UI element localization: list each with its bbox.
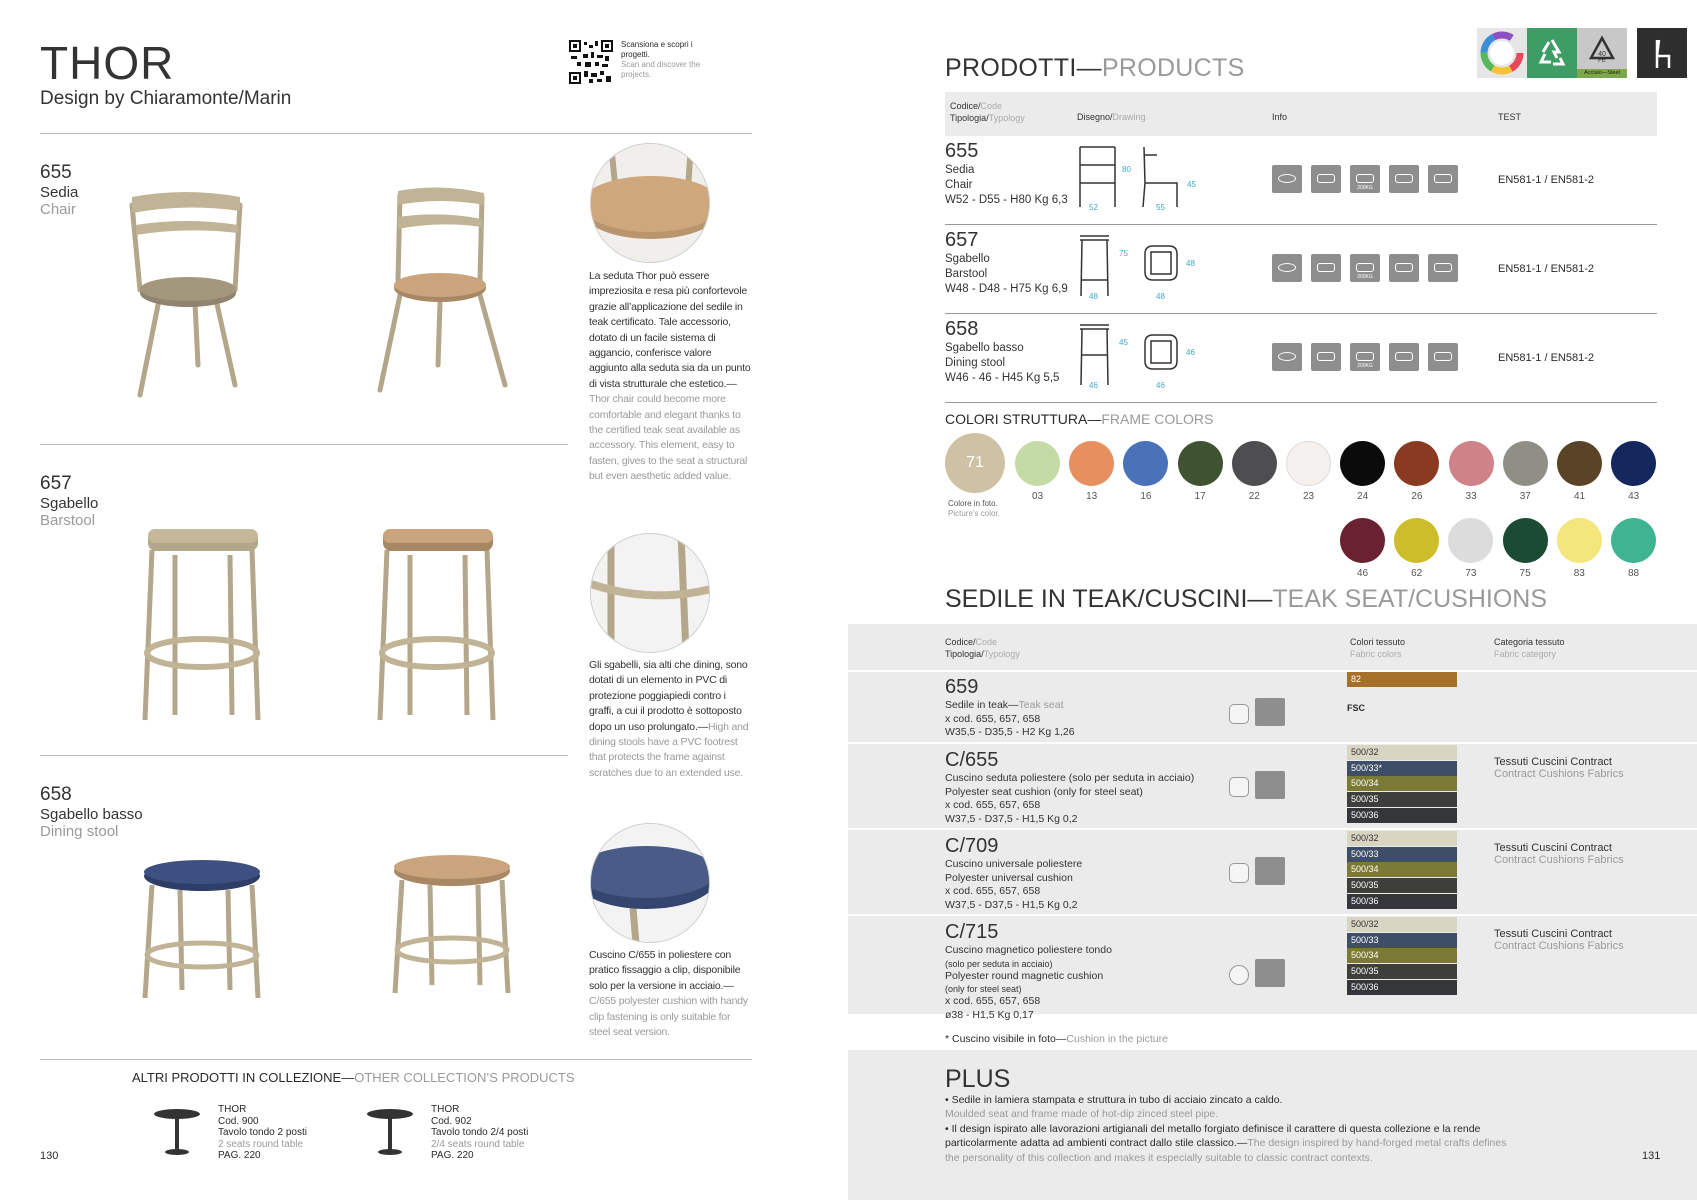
divider — [945, 224, 1657, 225]
seat-shape-icon — [1272, 254, 1302, 282]
note-en: High and dining stools have a PVC footrest that protects the frame against scratches due to an extended use. — [589, 720, 749, 779]
color-code-label: 46 — [1356, 568, 1369, 579]
fabric-swatch-500-36[interactable]: 500/36 — [1347, 808, 1457, 823]
weight-capacity-icon — [1350, 343, 1380, 371]
plus-title: PLUS — [945, 1065, 1011, 1093]
dimension-label: 80 — [1122, 165, 1131, 174]
fabric-category-en: Contract Cushions Fabrics — [1494, 854, 1624, 866]
color-code-label: 13 — [1086, 491, 1098, 502]
color-code-label: 03 — [1031, 491, 1044, 502]
color-swatch-41[interactable] — [1557, 441, 1602, 486]
seat-shape-icon — [1272, 165, 1302, 193]
color-code-label: 88 — [1627, 568, 1640, 579]
color-swatch-13[interactable] — [1069, 441, 1114, 486]
plus-2-en: The design inspired by hand-forged metal crafts defines the personality of this collection and makes it especially suitable to classic contract contexts. — [945, 1137, 1507, 1164]
color-code-label: 33 — [1465, 491, 1477, 502]
frame-colors-title-it: COLORI STRUTTURA— — [945, 411, 1102, 427]
product-655-label — [40, 162, 78, 218]
row-name-en: Chair — [945, 179, 973, 191]
row-dimensions: W37,5 - D37,5 - H1,5 Kg 0,2 — [945, 812, 1078, 825]
stackable-icon — [1428, 254, 1458, 282]
page-title: THOR — [40, 37, 175, 89]
side-view-drawing — [1145, 246, 1177, 280]
fsc-logo: FSC — [1347, 703, 1365, 713]
color-swatch-03[interactable] — [1015, 441, 1060, 486]
row-desc-it-note: (solo per seduta in acciaio) — [945, 958, 1053, 969]
material-icon — [1311, 343, 1341, 371]
front-view-drawing — [1080, 236, 1109, 296]
page-number-right: 131 — [1642, 1150, 1661, 1162]
fabric-swatch-500-32[interactable]: 500/32 — [1347, 917, 1457, 932]
row-dimensions: W48 - D48 - H75 Kg 6,9 — [945, 283, 1068, 295]
row-desc-it: Cuscino magnetico poliestere tondo — [945, 944, 1112, 956]
row-code: C/709 — [945, 835, 999, 857]
dimension-label: 46 — [1156, 381, 1165, 390]
row-code: 657 — [945, 229, 979, 251]
main-color-swatch[interactable]: 71 — [945, 433, 1005, 493]
note-it: Gli sgabelli, sia alti che dining, sono dotati di un elemento in PVC di protezione poggiapiedi contro i graffi, a cui il prodotto è sottoposto dopo un uso prolungato.— — [589, 659, 748, 733]
svg-text:40: 40 — [1598, 51, 1606, 58]
plus-2-it: • Il design ispirato alle lavorazioni artigianali del metallo forgiato definisce il carattere di questa collezione e la rende particolarmente adatta ad ambienti contract dallo stile classico.— — [945, 1122, 1481, 1150]
product-row-655[interactable] — [945, 140, 1068, 208]
row-desc — [945, 772, 1245, 786]
recycle-icon — [1527, 28, 1577, 78]
fabric-swatch-500-32[interactable]: 500/32 — [1347, 745, 1457, 760]
color-code-label: 41 — [1573, 491, 1586, 502]
designer-credit: Design by Chiaramonte/Marin — [40, 88, 292, 109]
chair-icon — [1637, 28, 1687, 78]
teak-col-fabric-category: Categoria tessuto Fabric category — [1494, 637, 1565, 659]
color-code-label: 24 — [1357, 491, 1369, 502]
product-name-en: Dining stool — [40, 823, 119, 840]
dimension-label: 45 — [1119, 338, 1128, 347]
test-standard: EN581-1 / EN581-2 — [1498, 263, 1594, 275]
col-code-typology: Codice/Code Tipologia/Typology — [950, 101, 1025, 123]
dimension-label: 45 — [1187, 180, 1196, 189]
note-en: C/655 polyester cushion with handy clip fastening is only suitable for steel seat version. — [589, 995, 748, 1039]
front-view-drawing — [1080, 147, 1115, 207]
weight-label: 200KG — [1357, 274, 1373, 280]
product-658-label — [40, 784, 143, 840]
seat-shape-icon — [1229, 965, 1249, 985]
fabric-swatch-500-35[interactable]: 500/35 — [1347, 792, 1457, 807]
chair-655-metal-image — [120, 185, 280, 410]
color-wheel-badge — [1477, 28, 1527, 78]
dimension-label: 52 — [1089, 203, 1098, 212]
color-swatch-88[interactable] — [1611, 518, 1656, 563]
product-name: Sgabello basso — [40, 806, 143, 823]
side-view-drawing — [1145, 335, 1177, 369]
barstool-657-metal-image — [140, 525, 270, 725]
row-code: 659 — [945, 676, 979, 698]
color-swatch-62[interactable] — [1394, 518, 1439, 563]
color-swatch-37[interactable] — [1503, 441, 1548, 486]
seat-shape-icon — [1229, 704, 1249, 724]
row-desc-it: Cuscino universale poliestere — [945, 858, 1083, 870]
row-desc-it: Cuscino seduta poliestere (solo per seduta in acciaio) — [945, 772, 1195, 784]
row-dimensions: W35,5 - D35,5 - H2 Kg 1,26 — [945, 726, 1075, 738]
qr-code[interactable] — [569, 40, 613, 84]
plus-1-it: • Sedile in lamiera stampata e struttura in tubo di acciaio zincato a caldo. — [945, 1094, 1283, 1106]
fabric-swatch-500-36[interactable]: 500/36 — [1347, 980, 1457, 995]
test-standard: EN581-1 / EN581-2 — [1498, 352, 1594, 364]
row-code: 655 — [945, 140, 979, 162]
fabric-category-en: Contract Cushions Fabrics — [1494, 940, 1624, 952]
row-code: 658 — [945, 318, 979, 340]
table-900-icon — [152, 1108, 202, 1158]
fabric-category-en: Contract Cushions Fabrics — [1494, 768, 1624, 780]
other-product-name: THOR — [218, 1104, 247, 1115]
material-icon — [1311, 165, 1341, 193]
color-swatch-16[interactable] — [1123, 441, 1168, 486]
divider — [945, 313, 1657, 314]
weather-resistant-icon — [1255, 771, 1285, 799]
stackable-icon — [1428, 165, 1458, 193]
recycle-badge — [1527, 28, 1577, 78]
divider — [848, 828, 1697, 830]
color-swatch-26[interactable] — [1394, 441, 1439, 486]
front-view-drawing — [1080, 325, 1109, 385]
row-dimensions: W52 - D55 - H80 Kg 6,3 — [945, 194, 1068, 206]
other-products-title — [132, 1070, 575, 1085]
other-product-desc-en: 2/4 seats round table — [431, 1138, 525, 1150]
weather-resistant-icon — [1389, 254, 1419, 282]
side-view-drawing — [1143, 147, 1177, 207]
other-product-page: PAG. 220 — [431, 1150, 474, 1161]
color-code-label: 16 — [1140, 491, 1152, 502]
product-row-658[interactable] — [945, 318, 1059, 386]
color-code-label: 43 — [1628, 491, 1640, 502]
row-name: Sgabello — [945, 253, 990, 265]
qr-caption-en: Scan and discover the projects. — [621, 60, 701, 79]
fabric-swatch-500-36[interactable]: 500/36 — [1347, 894, 1457, 909]
steel-label: Acciaio—Steel — [1577, 69, 1627, 78]
row-desc-en-note: (only for steel seat) — [945, 984, 1022, 994]
dining-stool-658-cushion-image — [140, 860, 270, 1005]
fabric-swatch-500-32[interactable]: 500/32 — [1347, 831, 1457, 846]
fabric-swatch-500-33[interactable]: 500/33 — [1347, 933, 1457, 948]
plus-1-en: Moulded seat and frame made of hot-dip zinced steel pipe. — [945, 1108, 1219, 1121]
row-compat: x cod. 655, 657, 658 — [945, 885, 1041, 897]
teak-seat-note — [589, 269, 751, 485]
col-info: Info — [1272, 112, 1288, 122]
teak-section-title — [945, 585, 1547, 614]
color-swatch-22[interactable] — [1232, 441, 1277, 486]
color-code-label: 83 — [1573, 568, 1585, 579]
color-swatch-46[interactable] — [1340, 518, 1385, 563]
color-swatch-33[interactable] — [1449, 441, 1494, 486]
product-row-657[interactable] — [945, 229, 1068, 297]
color-code-label: 73 — [1465, 568, 1477, 579]
row-desc — [945, 699, 1245, 713]
products-table-header — [945, 92, 1657, 136]
teak-col-code-typology: Codice/Code Tipologia/Typology — [945, 637, 1020, 659]
main-color-caption: Colore in foto. Picture’s color. — [948, 499, 1000, 518]
dimension-label: 46 — [1089, 381, 1098, 390]
seat-shape-icon — [1229, 777, 1249, 797]
product-name: Sedia — [40, 184, 79, 201]
fabric-category: Tessuti Cuscini Contract — [1494, 928, 1612, 940]
color-code-label: 17 — [1194, 491, 1206, 502]
product-code: 657 — [40, 473, 72, 494]
product-code: 655 — [40, 162, 72, 183]
other-products-title-en: OTHER COLLECTION’S PRODUCTS — [354, 1070, 575, 1085]
products-title-en: PRODUCTS — [1101, 54, 1245, 82]
fabric-swatch-500-34[interactable]: 500/34 — [1347, 948, 1457, 963]
page-number-left: 130 — [40, 1150, 59, 1162]
row-dimensions: ø38 - H1,5 Kg 0,17 — [945, 1008, 1034, 1021]
color-code-label: 22 — [1248, 491, 1260, 502]
teak-seat-detail-image — [590, 143, 710, 263]
color-swatch-73[interactable] — [1448, 518, 1493, 563]
seat-shape-icon — [1229, 863, 1249, 883]
cushion-detail-image — [590, 823, 710, 943]
row-code: C/655 — [945, 749, 999, 771]
row-desc-en: Polyester universal cushion — [945, 871, 1073, 884]
dining-stool-658-teak-image — [390, 855, 520, 1000]
cushion-footnote: * Cuscino visibile in foto—Cushion in the picture — [945, 1033, 1168, 1045]
divider — [40, 133, 752, 134]
teak-row-659[interactable] — [945, 676, 1245, 740]
weight-capacity-icon — [1350, 165, 1380, 193]
row-dimensions: W46 - 46 - H45 Kg 5,5 — [945, 372, 1060, 384]
note-it: Cuscino C/655 in poliestere con pratico fissaggio a clip, disponibile solo per la versione in acciaio.— — [589, 949, 741, 992]
test-standard: EN581-1 / EN581-2 — [1498, 174, 1594, 186]
material-icon — [1311, 254, 1341, 282]
frame-colors-title — [945, 411, 1213, 427]
product-name-en: Chair — [40, 201, 76, 218]
product-name: Sgabello — [40, 495, 99, 512]
teak-title-en: TEAK SEAT/CUSHIONS — [1272, 585, 1547, 613]
fabric-swatch-500-34[interactable]: 500/34 — [1347, 862, 1457, 877]
product-657-label — [40, 473, 98, 529]
footrest-note — [589, 658, 751, 781]
dimension-label: 55 — [1156, 203, 1165, 212]
row-code: C/715 — [945, 921, 999, 943]
weather-resistant-icon — [1255, 698, 1285, 726]
dimension-label: 48 — [1089, 292, 1098, 301]
other-product-desc-en: 2 seats round table — [218, 1138, 304, 1150]
fabric-swatch-500-35[interactable]: 500/35 — [1347, 964, 1457, 979]
chair-655-teak-image — [370, 185, 530, 410]
color-wheel-icon — [1477, 28, 1527, 78]
divider — [40, 755, 568, 756]
col-test: TEST — [1498, 112, 1522, 122]
footrest-detail-image — [590, 533, 710, 653]
dimension-label: 75 — [1119, 249, 1128, 258]
teak-row-C-715[interactable] — [945, 921, 1245, 1022]
divider — [40, 444, 568, 445]
product-code: 658 — [40, 784, 72, 805]
row-desc-en: Polyester round magnetic cushion — [945, 969, 1104, 982]
frame-colors-title-en: FRAME COLORS — [1101, 411, 1214, 427]
stackable-icon — [1428, 343, 1458, 371]
other-product-code: Cod. 900 — [218, 1115, 259, 1127]
color-code-label: 75 — [1519, 568, 1531, 579]
dimension-label: 46 — [1186, 348, 1195, 357]
row-name: Sgabello basso — [945, 342, 1024, 354]
row-name: Sedia — [945, 164, 975, 176]
color-swatch-17[interactable] — [1178, 441, 1223, 486]
weight-label: 200KG — [1357, 185, 1373, 191]
weather-resistant-icon — [1389, 165, 1419, 193]
teak-row-C-709[interactable] — [945, 835, 1245, 912]
weather-resistant-icon — [1389, 343, 1419, 371]
divider — [945, 402, 1657, 403]
row-dimensions: W37,5 - D37,5 - H1,5 Kg 0,2 — [945, 898, 1078, 911]
cushion-note — [589, 948, 751, 1040]
color-code-label: 37 — [1519, 491, 1531, 502]
barstool-657-teak-image — [375, 525, 505, 725]
other-product-desc-it: Tavolo tondo 2 posti — [218, 1127, 307, 1138]
fabric-swatch-500-33[interactable]: 500/33* — [1347, 761, 1457, 776]
row-desc — [945, 944, 1245, 958]
row-desc-en: Teak seat — [1018, 699, 1064, 711]
color-code-label: 62 — [1411, 568, 1423, 579]
other-products-title-it: ALTRI PRODOTTI IN COLLEZIONE— — [132, 1070, 355, 1085]
fabric-swatch-500-34[interactable]: 500/34 — [1347, 776, 1457, 791]
dimension-label: 48 — [1156, 292, 1165, 301]
weight-label: 200KG — [1357, 363, 1373, 369]
color-swatch-43[interactable] — [1611, 441, 1656, 486]
note-en: Thor chair could become more comfortable and elegant thanks to the certified teak seat available as accessory. This element, easy to fasten, gives to the seat a structural but even aesthetic added value. — [589, 393, 748, 483]
color-code-label: 23 — [1302, 491, 1315, 502]
divider — [848, 670, 1697, 672]
fe-label: FE — [1598, 58, 1606, 64]
product-name-en: Barstool — [40, 512, 96, 529]
products-title-it: PRODOTTI— — [945, 54, 1102, 82]
other-product-900[interactable] — [218, 1104, 307, 1162]
color-swatch-23[interactable] — [1286, 441, 1331, 486]
qr-caption-it: Scansiona e scopri i progetti. — [621, 40, 693, 59]
other-product-code: Cod. 902 — [431, 1115, 472, 1127]
row-name-en: Barstool — [945, 268, 988, 280]
teak-title-it: SEDILE IN TEAK/CUSCINI— — [945, 585, 1273, 613]
teak-row-C-655[interactable] — [945, 749, 1245, 826]
products-section-title — [945, 54, 1245, 83]
fabric-swatch-500-33[interactable]: 500/33 — [1347, 847, 1457, 862]
other-product-desc-it: Tavolo tondo 2/4 posti — [431, 1127, 529, 1138]
divider — [848, 914, 1697, 916]
row-compat: x cod. 655, 657, 658 — [945, 799, 1041, 811]
row-compat: x cod. 655, 657, 658 — [945, 712, 1041, 725]
table-902-icon — [365, 1108, 415, 1158]
seat-shape-icon — [1272, 343, 1302, 371]
row-name-en: Dining stool — [945, 357, 1006, 369]
row-desc-en: Polyester seat cushion (only for steel seat) — [945, 785, 1143, 798]
col-drawing: Disegno/Drawing — [1077, 112, 1146, 122]
qr-caption — [621, 40, 701, 80]
plus-text — [945, 1093, 1515, 1165]
weight-capacity-icon — [1350, 254, 1380, 282]
chair-category-badge — [1637, 28, 1687, 78]
color-swatch-75[interactable] — [1503, 518, 1548, 563]
row-compat: x cod. 655, 657, 658 — [945, 995, 1041, 1007]
weather-resistant-icon — [1255, 857, 1285, 885]
color-swatch-83[interactable] — [1557, 518, 1602, 563]
divider — [848, 742, 1697, 744]
divider — [40, 1059, 752, 1060]
row-desc-it: Sedile in teak— — [945, 699, 1019, 711]
fabric-category: Tessuti Cuscini Contract — [1494, 842, 1612, 854]
dimension-label: 48 — [1186, 259, 1195, 268]
steel-badge — [1577, 28, 1627, 78]
color-swatch-24[interactable] — [1340, 441, 1385, 486]
row-desc — [945, 858, 1245, 872]
other-product-902[interactable] — [431, 1104, 528, 1162]
other-product-name: THOR — [431, 1104, 460, 1115]
note-it: La seduta Thor può essere impreziosita e resa più confortevole grazie all’applicazione del sedile in teak certificato. Tale accessorio, dotato di un facile sistema di aggancio, conferisce valore aggiunto alla seduta sia da un punto di vista strutturale che estetico.— — [589, 270, 751, 390]
color-code-label: 26 — [1411, 491, 1423, 502]
other-product-page: PAG. 220 — [218, 1150, 261, 1161]
fabric-category: Tessuti Cuscini Contract — [1494, 756, 1612, 768]
fabric-swatch-500-35[interactable]: 500/35 — [1347, 878, 1457, 893]
weather-resistant-icon — [1255, 959, 1285, 987]
teak-col-fabric-colors: Colori tessuto Fabric colors — [1350, 637, 1406, 659]
teak-color-swatch[interactable]: 82 — [1347, 672, 1457, 687]
